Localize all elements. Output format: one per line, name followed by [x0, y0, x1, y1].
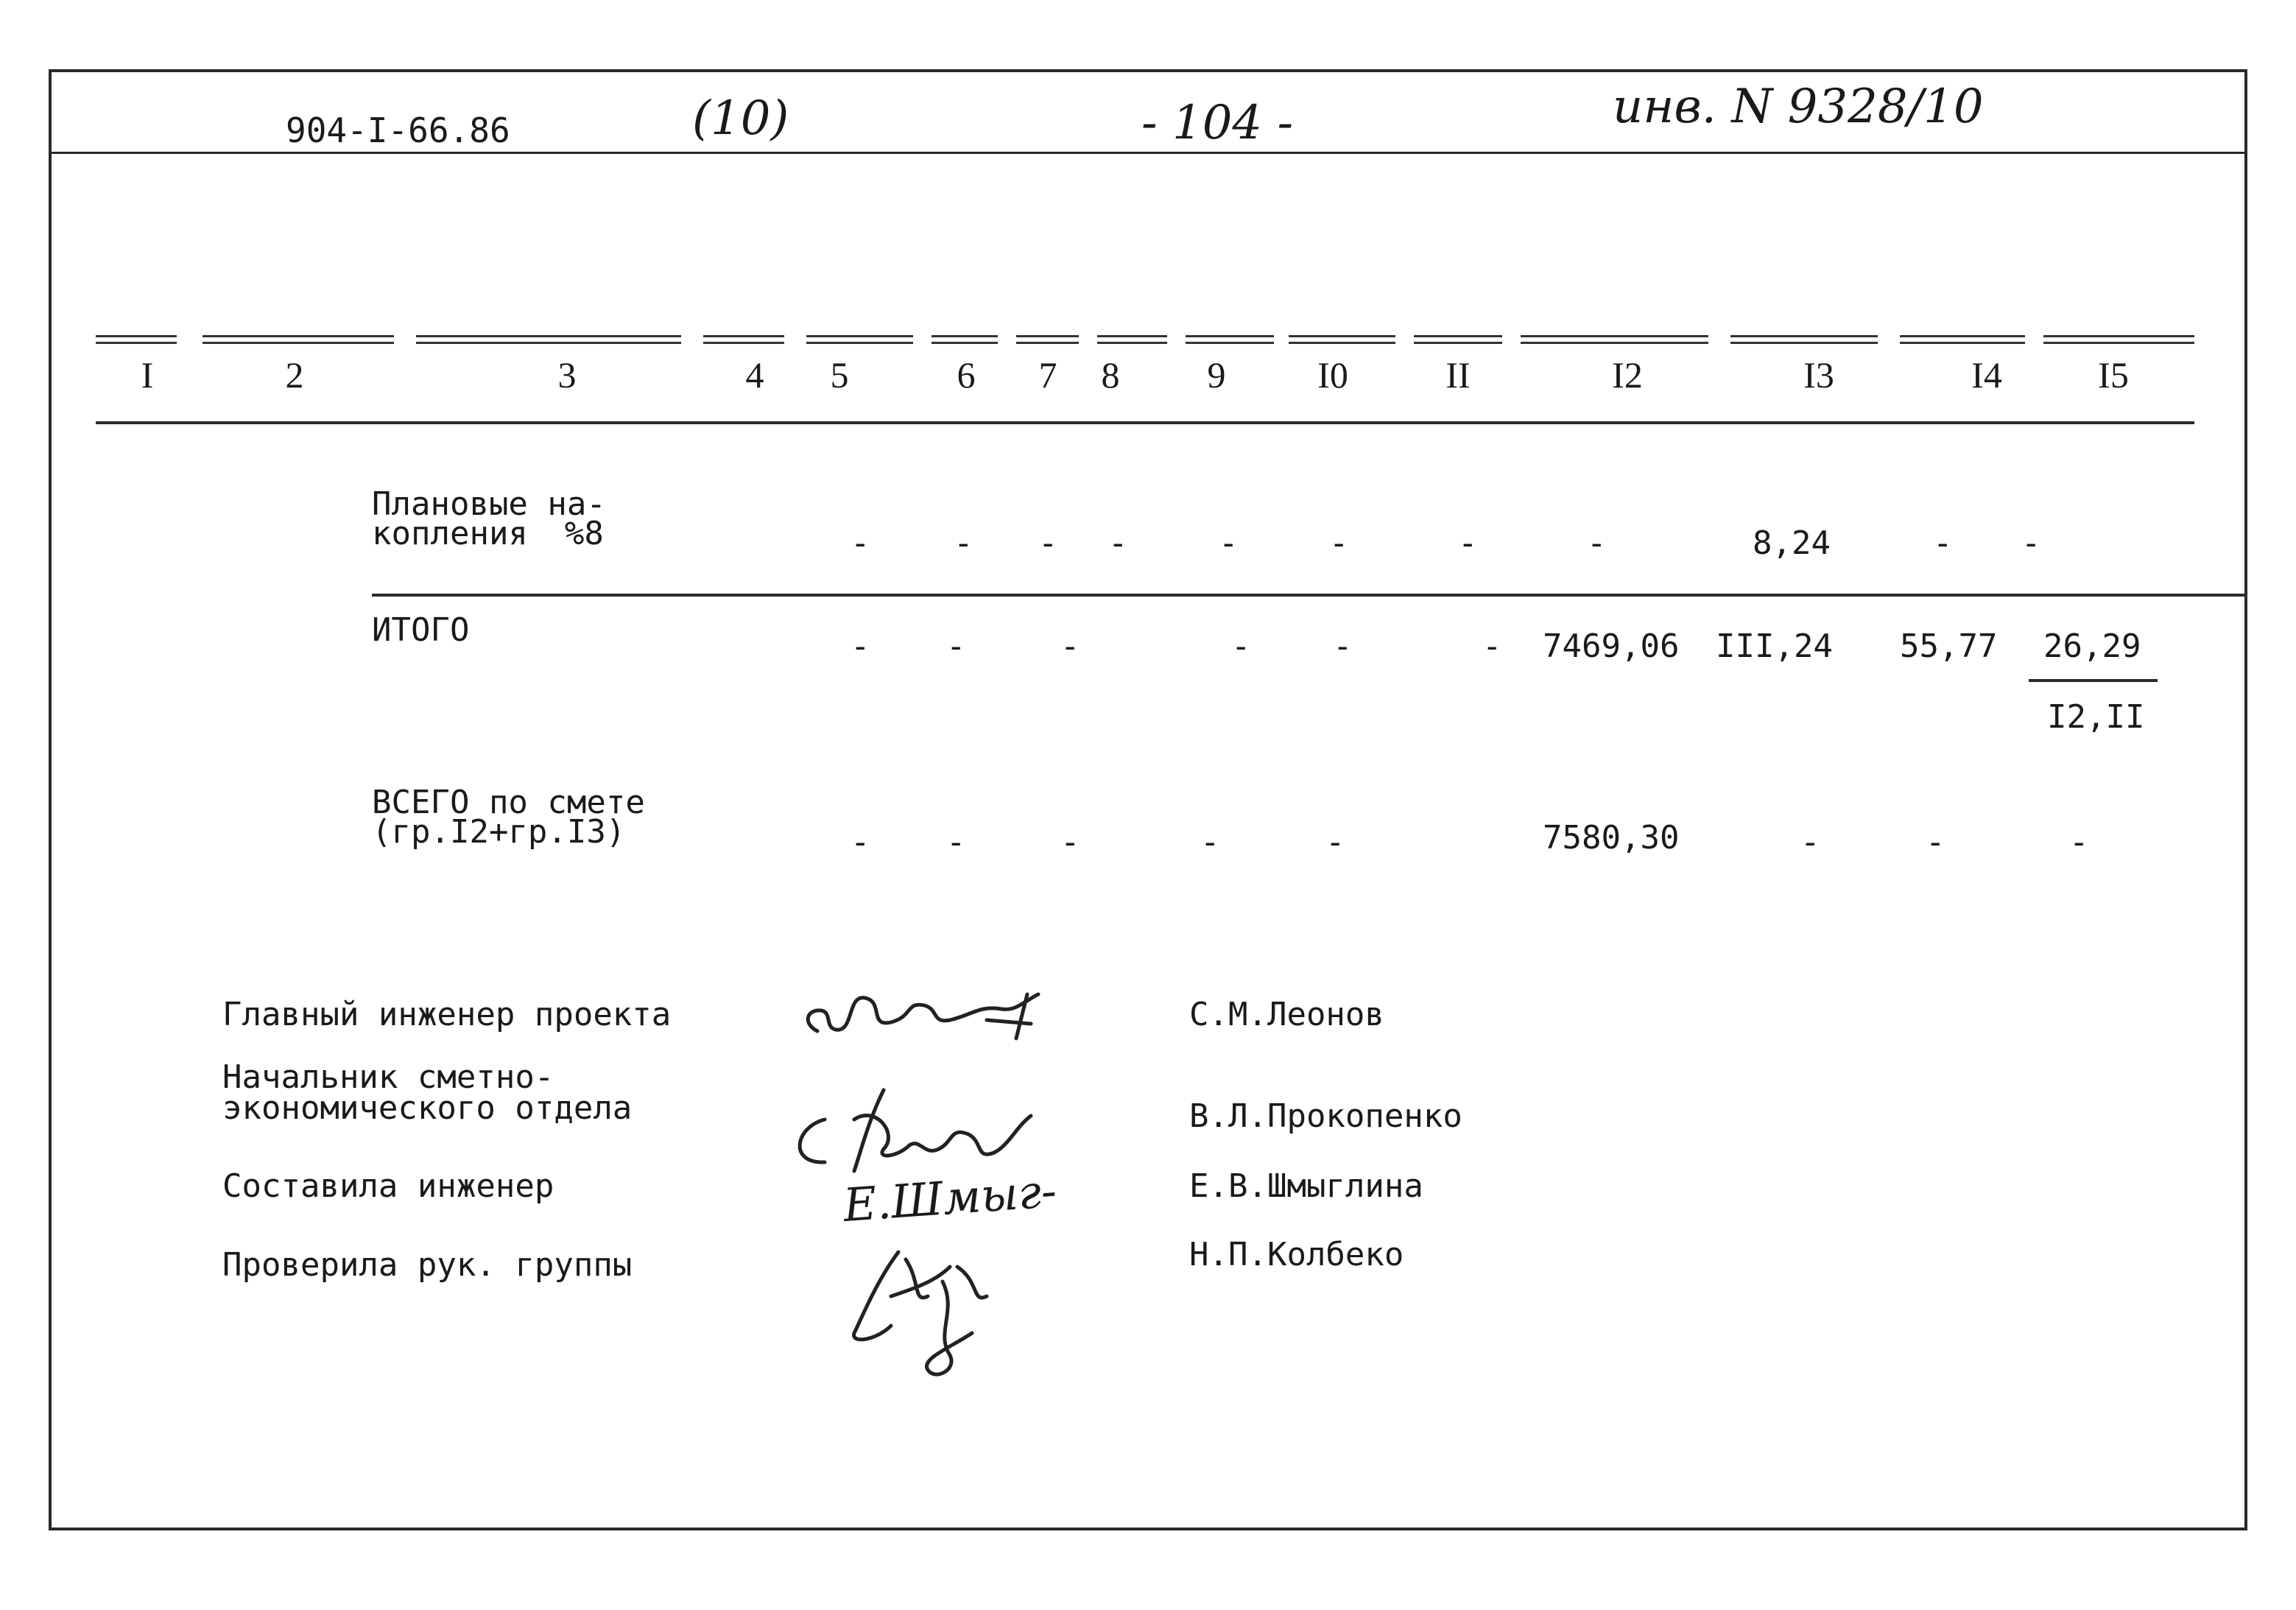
- planned-c12: -: [1587, 524, 1607, 562]
- col-rule-13: [1730, 335, 1878, 344]
- col-num-2: 2: [285, 354, 304, 396]
- col-num-5: 5: [830, 354, 849, 396]
- col-rule-15: [2043, 335, 2194, 344]
- planned-c6: -: [954, 524, 973, 562]
- document-code: 904-I-66.86: [286, 110, 510, 150]
- col-rule-3: [416, 335, 681, 344]
- grand-c6: -: [946, 823, 966, 861]
- planned-c15: -: [2021, 524, 2041, 562]
- sig3-role: Составила инженер: [222, 1167, 554, 1205]
- total-c11: -: [1482, 628, 1502, 665]
- col-num-15: I5: [2098, 354, 2129, 396]
- total-c6: -: [946, 628, 966, 665]
- total-c12: 7469,06: [1543, 628, 1680, 665]
- total-c9: -: [1231, 628, 1251, 665]
- signature-3-handwriting: Е.Шмыг-: [841, 1163, 1059, 1233]
- planned-c9: -: [1219, 524, 1239, 562]
- planned-c8: -: [1108, 524, 1128, 562]
- col-num-9: 9: [1207, 354, 1226, 396]
- total-c10: -: [1333, 628, 1353, 665]
- sig1-role: Главный инженер проекта: [222, 996, 672, 1033]
- sig4-role: Проверила рук. группы: [222, 1246, 633, 1284]
- col-rule-10: [1289, 335, 1395, 344]
- grand-c15: -: [2069, 823, 2089, 861]
- planned-c11: -: [1458, 524, 1478, 562]
- col-rule-6: [932, 335, 998, 344]
- col-rule-9: [1186, 335, 1274, 344]
- grand-c13: -: [1800, 823, 1820, 861]
- col-rule-8: [1097, 335, 1167, 344]
- col-rule-1: [96, 335, 177, 344]
- col-rule-5: [806, 335, 913, 344]
- sig4-name: Н.П.Колбеко: [1189, 1236, 1404, 1273]
- col-num-11: II: [1445, 354, 1471, 396]
- col-rule-14: [1900, 335, 2025, 344]
- signature-1-drawing: [795, 965, 1060, 1061]
- col-num-3: 3: [557, 354, 577, 396]
- header-bottom-rule: [96, 421, 2194, 424]
- col-rule-2: [203, 335, 394, 344]
- total-c15-fraction-bar: [2029, 679, 2158, 682]
- sig1-name: С.М.Леонов: [1189, 996, 1384, 1033]
- sig3-name: Е.В.Шмыглина: [1189, 1167, 1423, 1205]
- total-c5: -: [851, 628, 870, 665]
- subtotal-rule: [372, 594, 2246, 597]
- grand-c7: -: [1060, 823, 1080, 861]
- grand-c12: 7580,30: [1543, 819, 1680, 857]
- total-c7: -: [1060, 628, 1080, 665]
- col-num-13: I3: [1803, 354, 1834, 396]
- grand-label: ВСЕГО по смете (гр.I2+гр.I3): [372, 784, 645, 851]
- sig2-name: В.Л.Прокопенко: [1189, 1097, 1462, 1135]
- col-num-4: 4: [745, 354, 764, 396]
- col-rule-11: [1414, 335, 1502, 344]
- planned-label: Плановые на- копления %8: [372, 485, 606, 552]
- grand-c14: -: [1926, 823, 1945, 861]
- col-num-6: 6: [957, 354, 976, 396]
- col-num-10: I0: [1317, 354, 1348, 396]
- col-num-7: 7: [1038, 354, 1057, 396]
- col-rule-12: [1521, 335, 1708, 344]
- col-num-8: 8: [1101, 354, 1120, 396]
- planned-c10: -: [1329, 524, 1349, 562]
- sig2-role: Начальник сметно- экономического отдела: [222, 1058, 633, 1127]
- total-c15-bottom: I2,II: [2047, 698, 2145, 736]
- col-rule-7: [1016, 335, 1079, 344]
- col-rule-4: [703, 335, 784, 344]
- total-label: ИТОГО: [372, 611, 470, 649]
- planned-c5: -: [851, 524, 870, 562]
- signature-4-drawing: [832, 1237, 1024, 1385]
- inventory-number: инв. N 9328/10: [1613, 80, 1984, 134]
- col-num-12: I2: [1612, 354, 1643, 396]
- planned-c7: -: [1038, 524, 1058, 562]
- header-rule: [49, 152, 2247, 154]
- total-c13: III,24: [1716, 628, 1833, 665]
- grand-c5: -: [851, 823, 870, 861]
- planned-c13: 8,24: [1753, 524, 1831, 562]
- total-c14: 55,77: [1900, 628, 1998, 665]
- col-num-1: I: [141, 354, 154, 396]
- total-c15-top: 26,29: [2043, 628, 2141, 665]
- col-num-14: I4: [1971, 354, 2002, 396]
- page-number: - 104 -: [1141, 96, 1294, 150]
- grand-c10: -: [1325, 823, 1345, 861]
- grand-c9: -: [1200, 823, 1220, 861]
- planned-c14: -: [1933, 524, 1953, 562]
- album-number: (10): [692, 91, 789, 146]
- planned-percent: 8: [584, 515, 604, 552]
